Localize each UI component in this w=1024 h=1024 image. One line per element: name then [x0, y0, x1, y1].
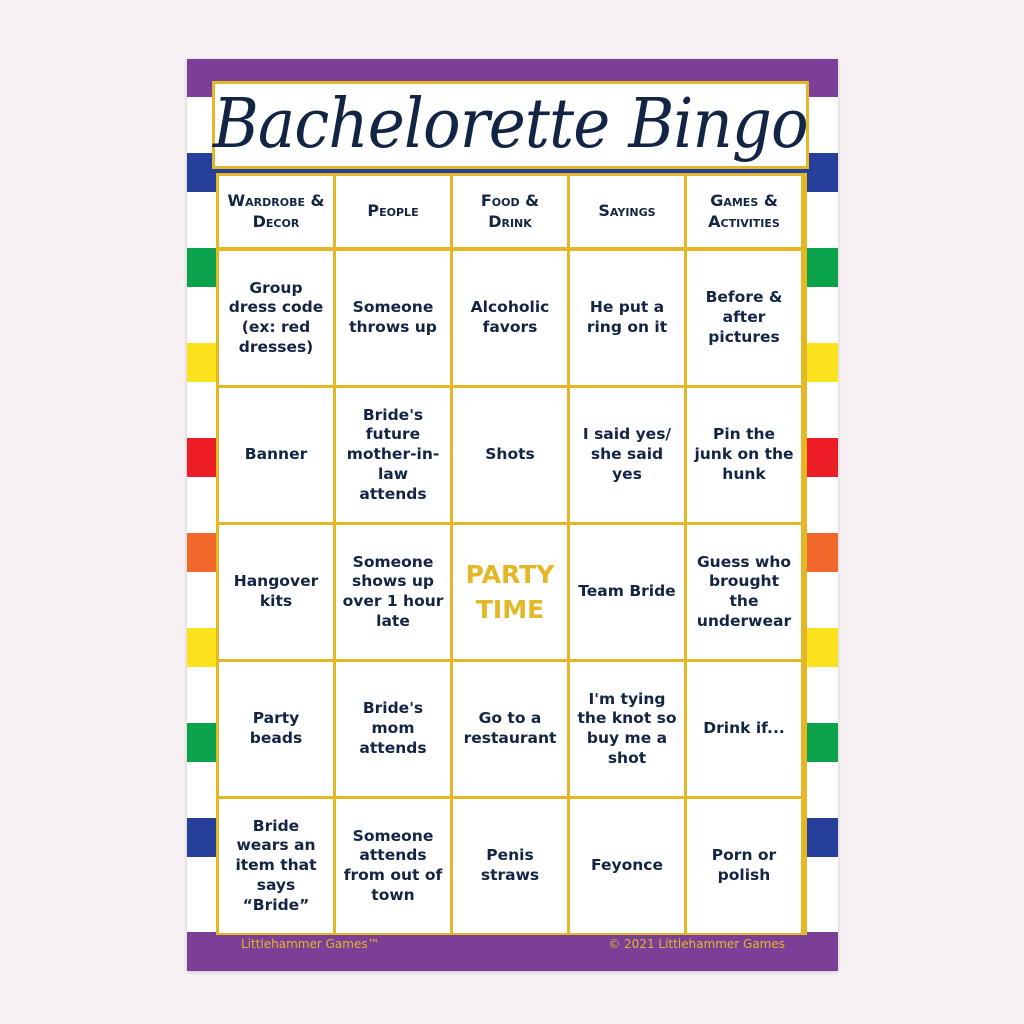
bingo-square[interactable]: Pin the junk on the hunk	[687, 388, 801, 522]
free-space[interactable]: PARTY TIME	[453, 525, 567, 659]
bingo-square[interactable]: Team Bride	[570, 525, 684, 659]
title-banner	[212, 81, 809, 169]
bingo-square[interactable]: Banner	[219, 388, 333, 522]
bingo-card	[187, 59, 838, 971]
bingo-square[interactable]: Before & after pictures	[687, 251, 801, 385]
bingo-square[interactable]: I said yes/ she said yes	[570, 388, 684, 522]
column-header: Wardrobe & Decor	[219, 176, 333, 247]
bingo-square[interactable]: Feyonce	[570, 799, 684, 933]
bingo-square[interactable]: Someone attends from out of town	[336, 799, 450, 933]
bingo-square[interactable]: Penis straws	[453, 799, 567, 933]
card-title: Bachelorette Bingo	[213, 85, 808, 164]
bingo-square[interactable]: Shots	[453, 388, 567, 522]
footer-brand: Littlehammer Games™	[241, 937, 380, 951]
bingo-square[interactable]: Party beads	[219, 662, 333, 796]
bingo-square[interactable]: Porn or polish	[687, 799, 801, 933]
column-header: People	[336, 176, 450, 247]
bingo-grid	[216, 173, 807, 935]
bingo-square[interactable]: Hangover kits	[219, 525, 333, 659]
bingo-square[interactable]: I'm tying the knot so buy me a shot	[570, 662, 684, 796]
bingo-square[interactable]: Alcoholic favors	[453, 251, 567, 385]
bingo-square[interactable]: Bride's future mother-in-law attends	[336, 388, 450, 522]
bingo-square[interactable]: Drink if...	[687, 662, 801, 796]
bingo-square[interactable]: Someone shows up over 1 hour late	[336, 525, 450, 659]
bingo-square[interactable]: Bride's mom attends	[336, 662, 450, 796]
bingo-square[interactable]: Group dress code (ex: red dresses)	[219, 251, 333, 385]
column-header: Games & Activities	[687, 176, 801, 247]
bingo-square[interactable]: Guess who brought the underwear	[687, 525, 801, 659]
bingo-square[interactable]: Go to a restaurant	[453, 662, 567, 796]
column-header: Food & Drink	[453, 176, 567, 247]
column-header: Sayings	[570, 176, 684, 247]
bingo-square[interactable]: Someone throws up	[336, 251, 450, 385]
bingo-square[interactable]: Bride wears an item that says “Bride”	[219, 799, 333, 933]
footer-copyright: © 2021 Littlehammer Games	[608, 937, 785, 951]
bingo-square[interactable]: He put a ring on it	[570, 251, 684, 385]
